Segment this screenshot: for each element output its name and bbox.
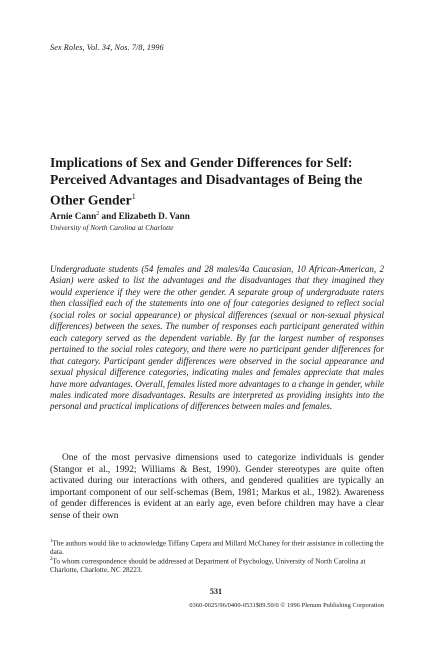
title-footnote-mark: 1 (131, 192, 136, 201)
footnote-2-mark: 2 (50, 557, 53, 562)
copyright-line: 0360-0025/96/0400-0531$09.50/0 © 1996 Plenum Publishing Corporation (189, 602, 384, 609)
footnote-1-text: The authors would like to acknowledge Tiffany Capera and Millard McChaney for their assistance in collecting the data. (50, 539, 384, 556)
footnote-2 (50, 556, 384, 575)
author-footnote-mark: 2 (96, 211, 100, 217)
article-title (50, 154, 380, 209)
author-joiner: and (99, 211, 119, 222)
body-paragraph: One of the most pervasive dimensions used to categorize individuals is gender (Stangor et al., 1992; Williams & Best, 1990). Gender stereotypes are quite often activated during our interactions with others, and gendered qualities are typically an important component of our self-schemas (Bem, 1981; Markus et al., 1982). Awareness of gender differences is evident at an early age, even before children may have a clear sense of their own (50, 453, 384, 521)
running-head: Sex Roles, Vol. 34, Nos. 7/8, 1996 (50, 43, 164, 52)
author-second: Elizabeth D. Vann (118, 211, 190, 222)
author-line (50, 211, 190, 221)
page-number: 531 (210, 587, 222, 596)
article-title-text: Implications of Sex and Gender Differences for Self: Perceived Advantages and Disadvantages of Being the Other Gender (50, 155, 363, 208)
affiliation: University of North Carolina at Charlotte (50, 223, 174, 232)
author-first: Arnie Cann (50, 211, 97, 222)
footnote-1 (50, 538, 384, 557)
abstract: Undergraduate students (54 females and 28 males/4a Caucasian, 10 African-American, 2 Asian) were asked to list the advantages and the disadvantages that they imagined they would experience if they were the other gender. A separate group of undergraduate raters then classified each of the statements into one of four categories designed to reflect social (social roles or social appearance) or physical differences (sexual or non-sexual physical differences) between the sexes. The number of responses each participant generated within each category served as the dependent variable. By far the largest number of responses pertained to the social roles category, and there were no participant gender differences for that category. Participant gender differences were observed in the social appearance and sexual physical difference categories, indicating males and females appreciate that males have more advantages. Overall, females listed more advantages to a change in gender, while males indicated more disadvantages. Results are interpreted as providing insights into the personal and practical implications of differences between males and females. (50, 264, 384, 412)
footnote-1-mark: 1 (50, 539, 53, 544)
footnote-2-text: To whom correspondence should be addressed at Department of Psychology, University of North Carolina at Charlotte, Charlotte, NC 28223. (50, 557, 366, 574)
